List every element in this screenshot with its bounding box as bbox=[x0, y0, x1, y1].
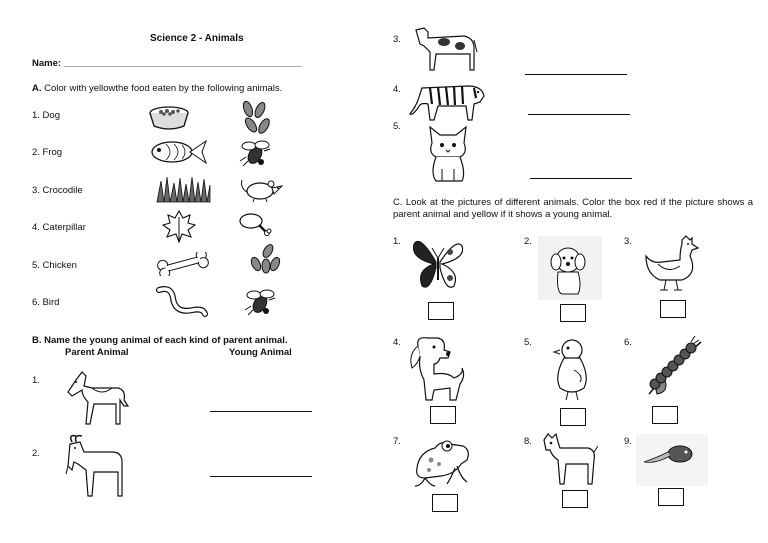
caterpillar-picture bbox=[643, 336, 705, 400]
answer-box-2[interactable] bbox=[560, 304, 586, 322]
seeds-picture-2[interactable] bbox=[248, 244, 282, 274]
answer-box-7[interactable] bbox=[432, 494, 458, 512]
section-c-item-9-label: 9. bbox=[624, 436, 632, 447]
young-animal-answer-line-3[interactable] bbox=[525, 74, 627, 75]
bone-picture[interactable] bbox=[155, 252, 211, 276]
parent-animal-header: Parent Animal bbox=[65, 347, 129, 358]
section-a-item-6-label: 6. Bird bbox=[32, 297, 60, 308]
seeds-picture[interactable] bbox=[238, 100, 272, 136]
chicken-leg-picture[interactable] bbox=[238, 212, 272, 238]
section-c-item-3-label: 3. bbox=[624, 236, 632, 247]
puppy-picture bbox=[538, 236, 602, 300]
name-field[interactable]: Name: _____________________________________________ bbox=[32, 58, 302, 69]
mouse-picture[interactable] bbox=[238, 174, 284, 204]
answer-box-9[interactable] bbox=[658, 488, 684, 506]
section-b-item-3-label: 3. bbox=[393, 34, 401, 45]
section-a-item-3-label: 3. Crocodile bbox=[32, 185, 83, 196]
answer-box-3[interactable] bbox=[660, 300, 686, 318]
dog-food-bowl-picture[interactable] bbox=[148, 102, 190, 132]
page-title: Science 2 - Animals bbox=[150, 33, 244, 44]
fish-picture[interactable] bbox=[148, 138, 208, 166]
answer-box-1[interactable] bbox=[428, 302, 454, 320]
section-c-item-6-label: 6. bbox=[624, 337, 632, 348]
leaf-picture[interactable] bbox=[162, 209, 196, 243]
answer-box-8[interactable] bbox=[562, 490, 588, 508]
section-b-item-4-label: 4. bbox=[393, 84, 401, 95]
section-c-item-2-label: 2. bbox=[524, 236, 532, 247]
section-a-item-5-label: 5. Chicken bbox=[32, 260, 77, 271]
section-b-item-2-label: 2. bbox=[32, 448, 40, 459]
section-c-item-5-label: 5. bbox=[524, 337, 532, 348]
young-animal-answer-line-4[interactable] bbox=[528, 114, 630, 115]
section-b-instruction: B. Name the young animal of each kind of parent animal. bbox=[32, 335, 288, 346]
answer-box-6[interactable] bbox=[652, 406, 678, 424]
horse-picture bbox=[62, 366, 134, 426]
cat-picture bbox=[424, 123, 472, 185]
young-animal-answer-line-5[interactable] bbox=[530, 178, 632, 179]
young-animal-header: Young Animal bbox=[229, 347, 292, 358]
section-c-instruction: C. Look at the pictures of different animals. Color the box red if the picture shows a parent animal and yellow if it shows a young animal. bbox=[393, 197, 753, 220]
kid-goat-picture bbox=[538, 432, 598, 488]
section-c-item-8-label: 8. bbox=[524, 436, 532, 447]
cow-picture bbox=[414, 22, 478, 74]
worm-picture[interactable] bbox=[153, 284, 209, 318]
section-a-item-1-label: 1. Dog bbox=[32, 110, 60, 121]
fly-picture[interactable] bbox=[238, 137, 272, 167]
dog-picture bbox=[404, 334, 466, 404]
chick-picture bbox=[550, 336, 592, 402]
frog-picture bbox=[411, 434, 475, 490]
young-animal-answer-line-1[interactable] bbox=[210, 411, 312, 412]
young-animal-answer-line-2[interactable] bbox=[210, 476, 312, 477]
answer-box-4[interactable] bbox=[430, 406, 456, 424]
section-c-item-1-label: 1. bbox=[393, 236, 401, 247]
answer-box-5[interactable] bbox=[560, 408, 586, 426]
section-a-item-4-label: 4. Caterpillar bbox=[32, 222, 86, 233]
grass-picture[interactable] bbox=[155, 175, 211, 203]
tadpole-picture bbox=[636, 434, 708, 486]
goat-picture bbox=[64, 432, 130, 500]
section-c-item-4-label: 4. bbox=[393, 337, 401, 348]
section-a-instruction: A. Color with yellowthe food eaten by the following animals. bbox=[32, 83, 283, 94]
section-a-item-2-label: 2. Frog bbox=[32, 147, 63, 158]
section-b-item-1-label: 1. bbox=[32, 375, 40, 386]
fly-picture-2[interactable] bbox=[243, 286, 277, 316]
butterfly-picture bbox=[410, 234, 466, 294]
hen-picture bbox=[642, 234, 704, 292]
tiger-picture bbox=[408, 76, 490, 124]
section-b-item-5-label: 5. bbox=[393, 121, 401, 132]
section-c-item-7-label: 7. bbox=[393, 436, 401, 447]
